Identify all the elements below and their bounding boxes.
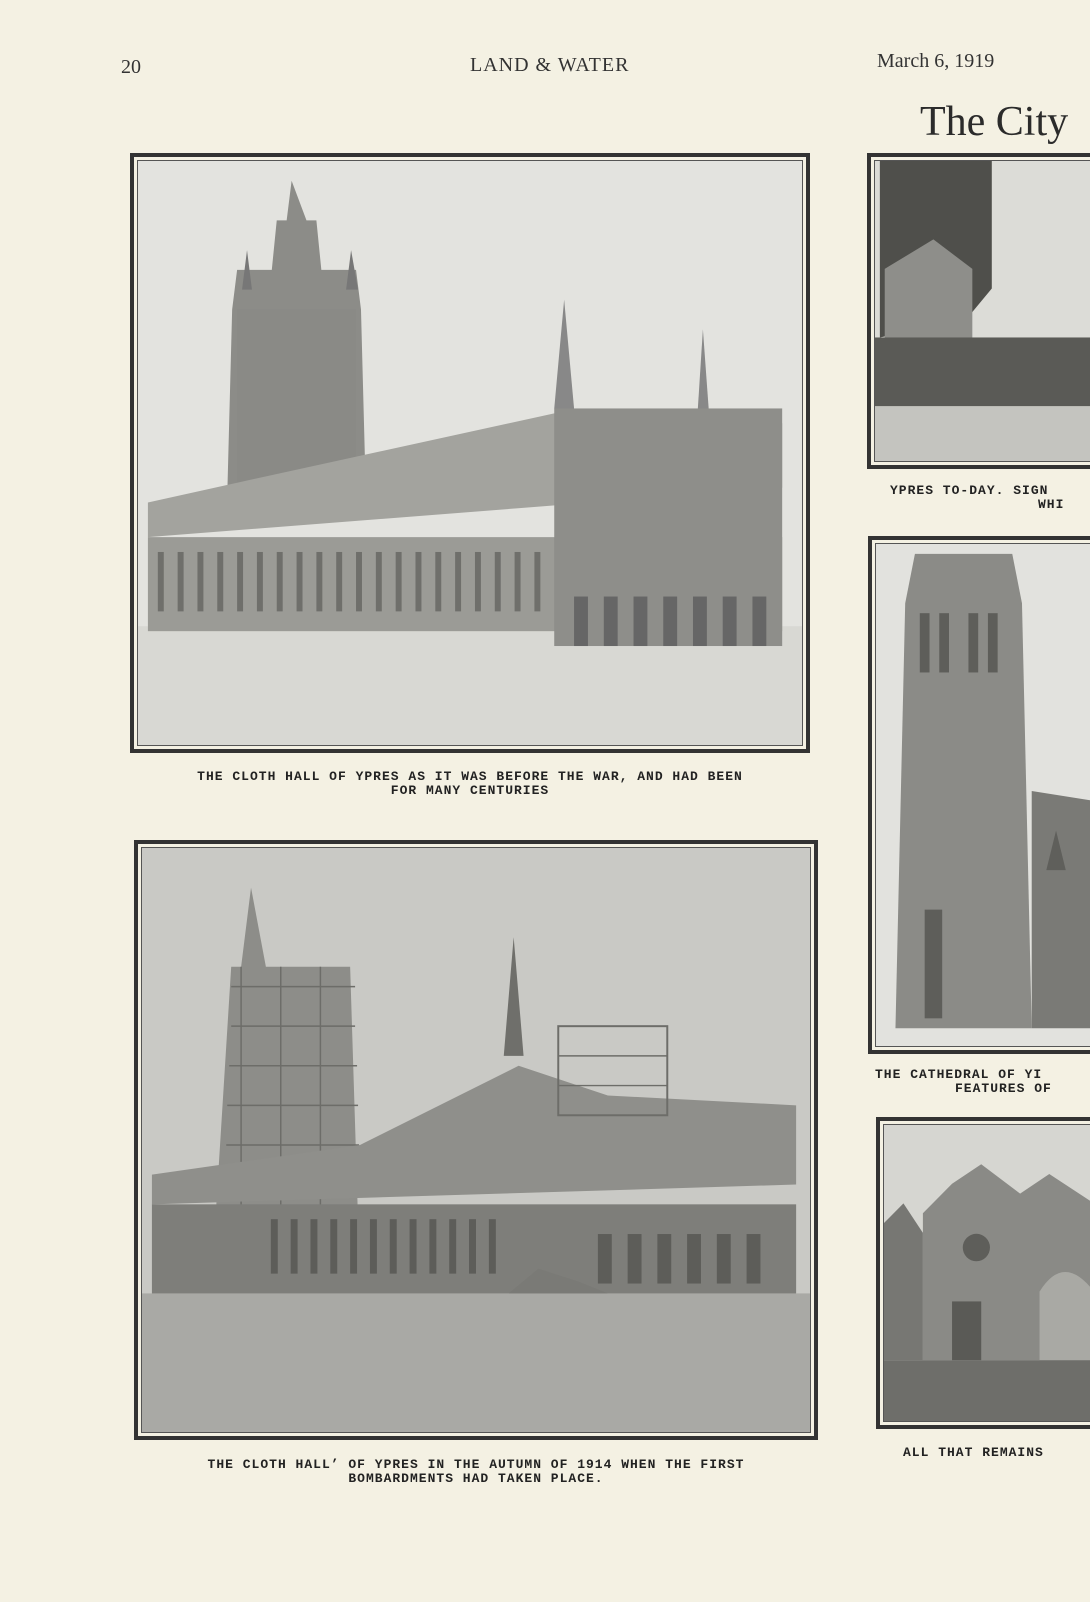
caption-cathedral-line2: FEATURES OF (955, 1081, 1052, 1096)
caption-cloth-hall-1914 (134, 1458, 818, 1486)
photo-cathedral-image (875, 543, 1090, 1047)
caption-cathedral (875, 1068, 1090, 1096)
photo-remains (876, 1117, 1090, 1429)
masthead: LAND & WATER (470, 54, 630, 76)
caption-remains (903, 1446, 1090, 1460)
photo-cloth-hall-before-image (137, 160, 803, 746)
page-number: 20 (121, 56, 141, 78)
photo-ypres-today-image (874, 160, 1090, 462)
issue-date: March 6, 1919 (877, 50, 995, 72)
photo-cloth-hall-1914-image (141, 847, 811, 1433)
photo-ypres-today (867, 153, 1090, 469)
caption-cloth-hall-1914-line2: BOMBARDMENTS HAD TAKEN PLACE. (348, 1471, 604, 1486)
caption-ypres-today-line2: WHI (1038, 497, 1065, 512)
photo-cathedral (868, 536, 1090, 1054)
photo-remains-image (883, 1124, 1090, 1422)
caption-ypres-today (890, 484, 1090, 512)
caption-cloth-hall-before (130, 770, 810, 798)
photo-cloth-hall-before (130, 153, 810, 753)
caption-cloth-hall-before-line1: THE CLOTH HALL OF YPRES AS IT WAS BEFORE THE WAR, AND HAD BEEN (197, 769, 743, 784)
caption-cathedral-line1: THE CATHEDRAL OF YI (875, 1068, 1043, 1082)
caption-cloth-hall-1914-line1: THE CLOTH HALL’ OF YPRES IN THE AUTUMN OF 1914 WHEN THE FIRST (207, 1457, 745, 1472)
caption-remains-line1: ALL THAT REMAINS (903, 1446, 1044, 1460)
photo-cloth-hall-1914 (134, 840, 818, 1440)
caption-cloth-hall-before-line2: FOR MANY CENTURIES (390, 783, 550, 798)
section-title: The City (920, 99, 1069, 145)
caption-ypres-today-line1: YPRES TO-DAY. SIGN (890, 484, 1049, 498)
